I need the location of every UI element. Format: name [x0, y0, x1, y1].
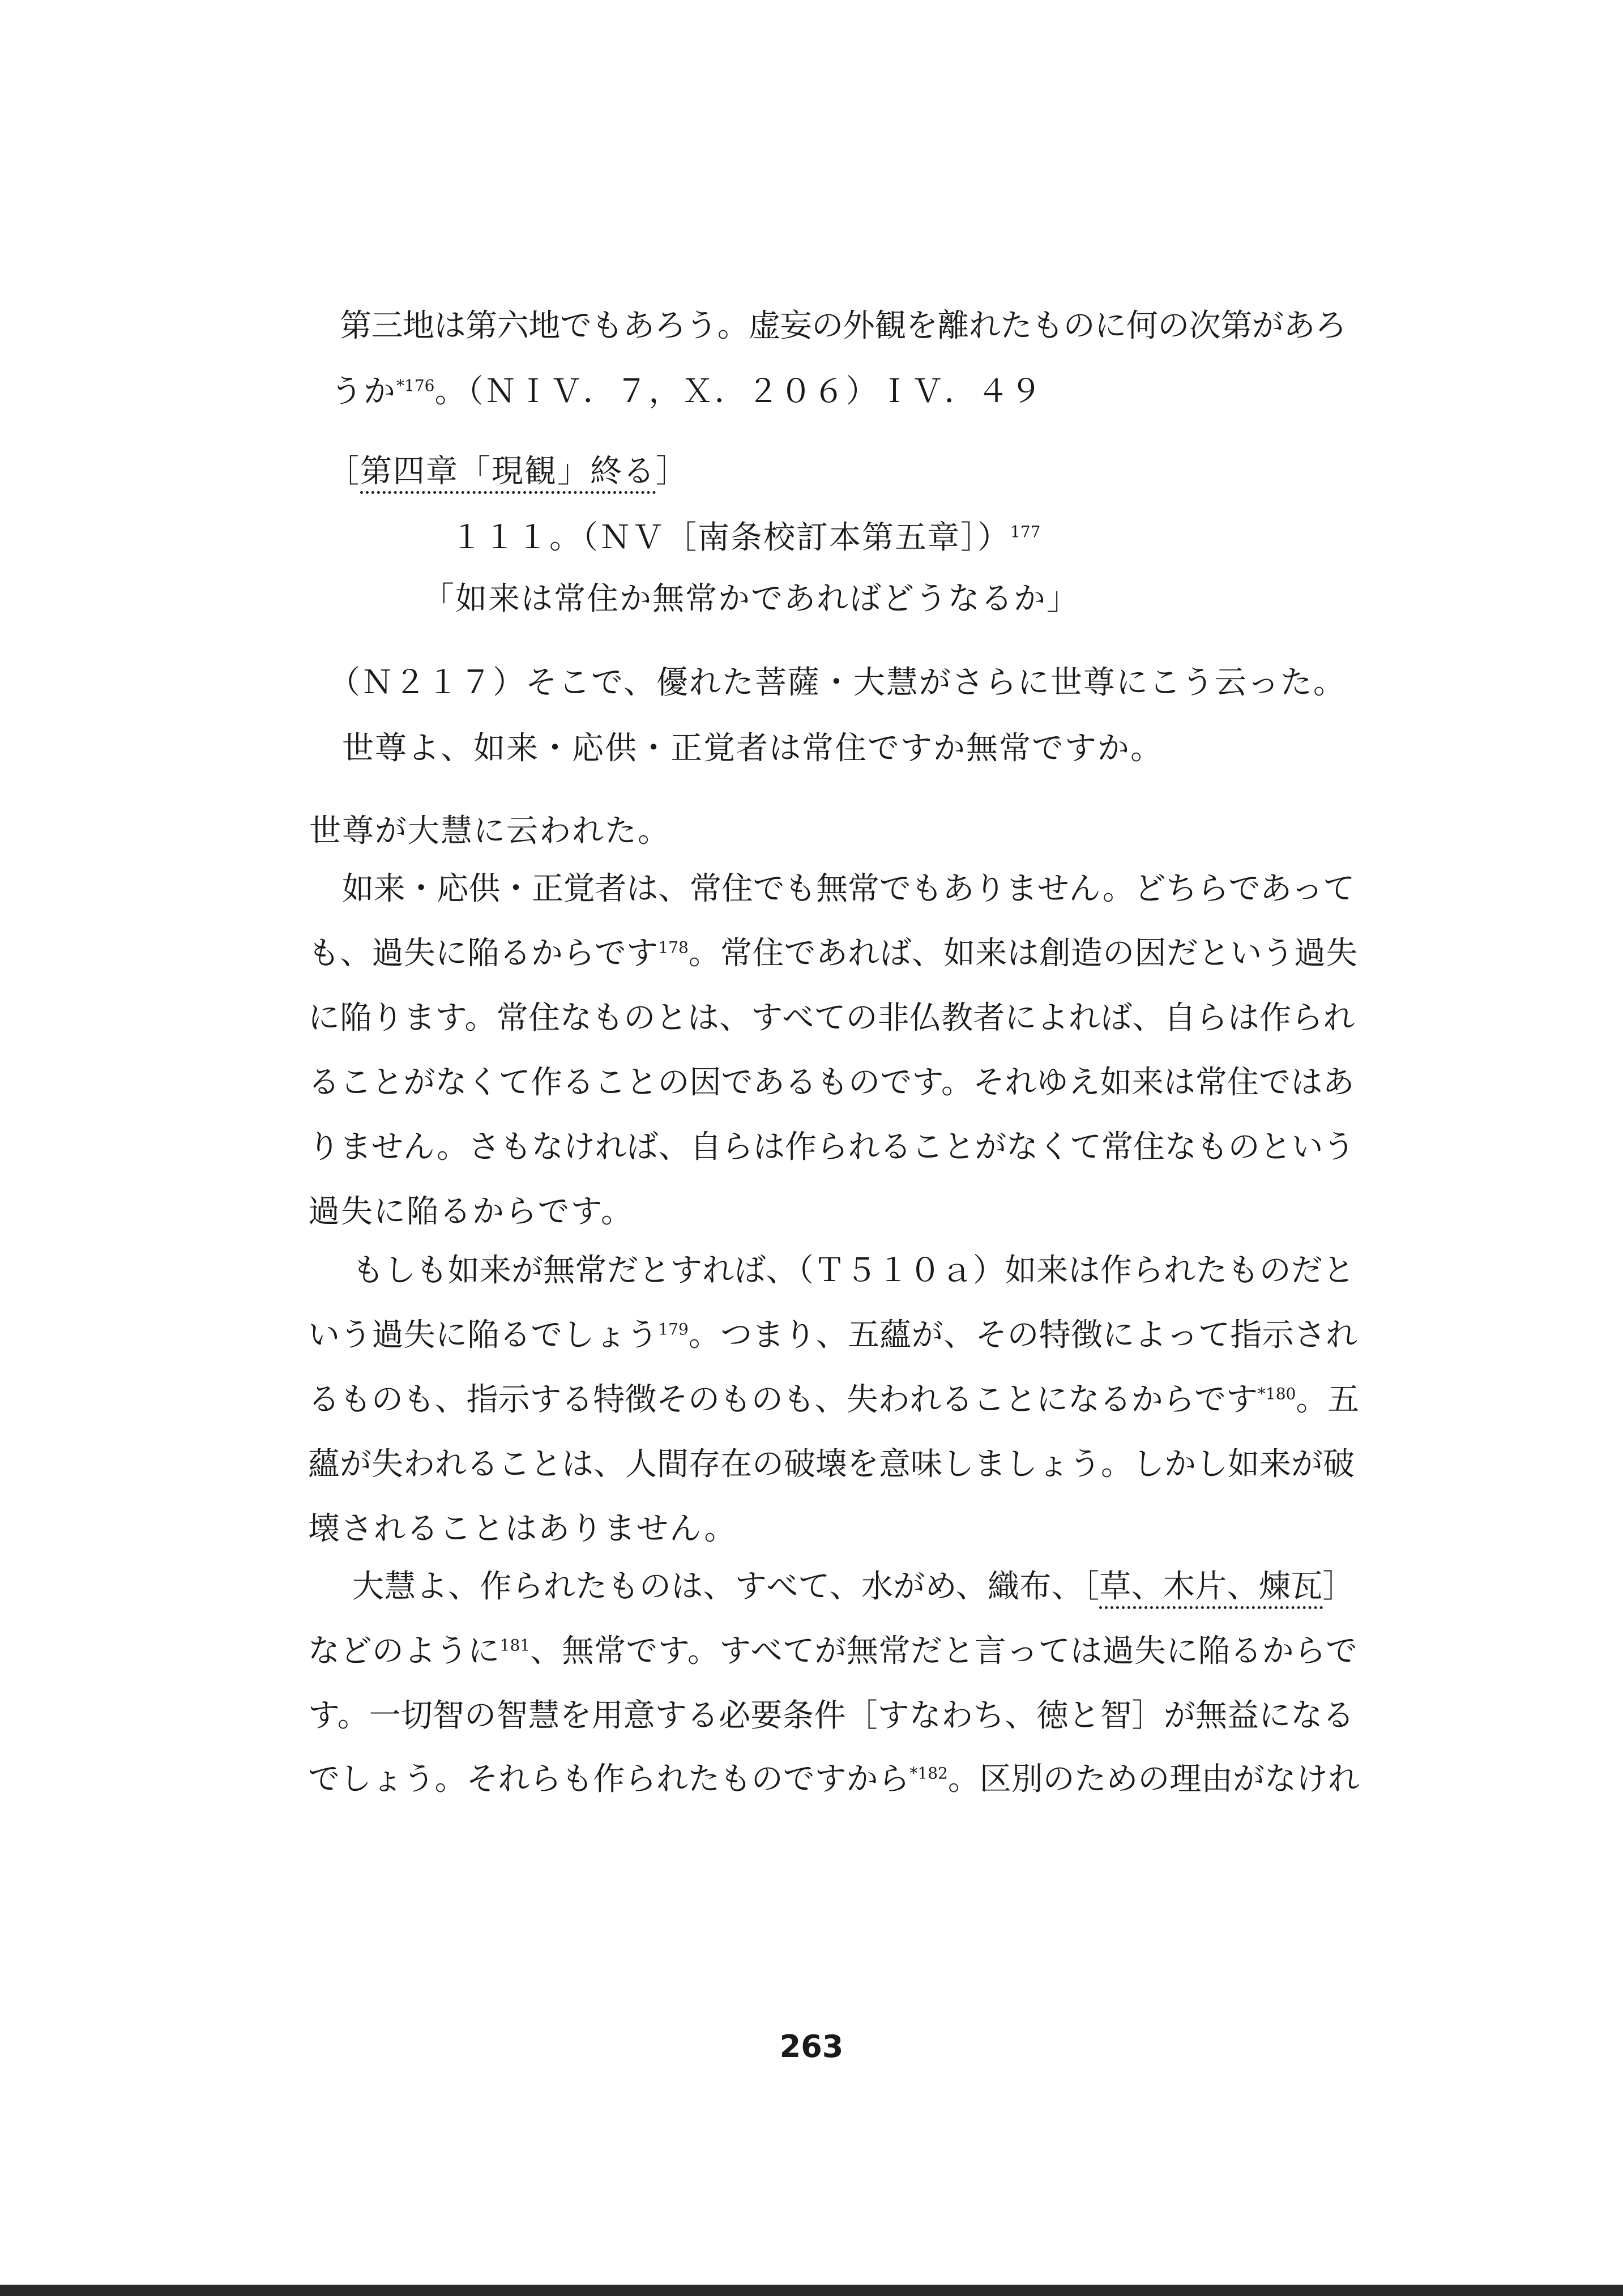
text-line [308, 1129, 1355, 1166]
text-line [340, 310, 1347, 342]
bottom-rule [0, 2285, 1623, 2296]
text-line [328, 664, 1346, 701]
text-line [342, 730, 1163, 767]
text-line [308, 1002, 1355, 1034]
text-segment: （Ｎ２１７）そこで、優れた菩薩・大慧がさらに世尊にこう云った。 [328, 664, 1346, 701]
text-line [308, 935, 1358, 972]
text-segment: 大慧よ、作られたものは、すべて、水がめ、織布、［ [352, 1568, 1100, 1605]
text-segment: 「如来は常住か無常かであればどうなるか」 [422, 581, 1079, 617]
footnote-ref: 177 [1010, 522, 1041, 541]
text-segment: 、無常です。すべてが無常だと言っては過失に陥るからで [530, 1633, 1358, 1670]
text-segment: 過失に陥るからです。 [308, 1193, 634, 1230]
text-segment: 。五 [1296, 1381, 1360, 1418]
text-segment: もしも如来が無常だとすれば、（Ｔ５１０ａ）如来は作られたものだと [352, 1252, 1355, 1289]
footnote-ref: *182 [909, 1764, 948, 1783]
text-line [327, 453, 689, 490]
text-segment: 蘊が失われることは、人間存在の破壊を意味しましょう。しかし如来が破 [308, 1446, 1355, 1483]
text-line [308, 1633, 1358, 1670]
text-segment: りません。さもなければ、自らは作られることがなくて常住なものという [308, 1129, 1355, 1166]
text-line [309, 813, 670, 850]
text-segment: 第三地は第六地でもあろう。虚妄の外観を離れたものに何の次第があろ [340, 308, 1347, 344]
text-segment: 世尊よ、如来・応供・正覚者は常住ですか無常ですか。 [342, 730, 1163, 767]
text-line [451, 519, 1041, 556]
text-segment: 。（ＮＩＶ．７，Ｘ．２０６）ＩＶ．４９ [434, 373, 1043, 410]
text-line [308, 1193, 634, 1230]
text-segment: ることがなくて作ることの因であるものです。それゆえ如来は常住ではあ [308, 1064, 1355, 1101]
text-line [422, 583, 1079, 615]
footnote-ref: *180 [1257, 1384, 1296, 1403]
text-segment: す。一切智の智慧を用意する必要条件［すなわち、徳と智］が無益になる [308, 1697, 1355, 1734]
text-line [308, 1510, 737, 1547]
text-segment: 。つまり、五蘊が、その特徴によって指示され [688, 1317, 1358, 1354]
text-segment: るものも、指示する特徴そのものも、失われることになるからです [308, 1381, 1258, 1418]
text-segment: ［ [327, 453, 360, 490]
footnote-ref: 179 [658, 1320, 689, 1339]
text-segment: １１１。（ＮＶ［南条校訂本第五章］） [451, 519, 1010, 556]
text-segment: 世尊が大慧に云われた。 [309, 813, 670, 850]
text-line [308, 1317, 1358, 1354]
text-segment: も、過失に陥るからです [308, 935, 659, 972]
text-segment: 壊されることはありません。 [308, 1510, 737, 1547]
text-segment: ］ [656, 453, 689, 490]
text-line [342, 870, 1355, 907]
text-segment: 如来・応供・正覚者は、常住でも無常でもありません。どちらであって [342, 870, 1355, 907]
text-line [308, 1446, 1355, 1483]
text-segment: などのように [308, 1633, 500, 1670]
text-segment: に陥ります。常住なものとは、すべての非仏教者によれば、自らは作られ [308, 1000, 1355, 1036]
page-number: 263 [779, 2029, 844, 2064]
text-segment: でしょう。それらも作られたものですから [308, 1761, 910, 1798]
footnote-ref: *176 [396, 376, 435, 395]
text-line [331, 373, 1043, 410]
text-line [352, 1252, 1355, 1289]
text-segment: 。常住であれば、如来は創造の因だという過失 [688, 935, 1358, 972]
text-segment: いう過失に陥るでしょう [308, 1317, 659, 1354]
text-line [308, 1381, 1360, 1418]
footnote-ref: 181 [499, 1636, 531, 1655]
dotted-emphasis: 草、木片、煉瓦 [1099, 1568, 1322, 1609]
footnote-ref: 178 [658, 938, 689, 957]
text-segment: 。区別のための理由がなけれ [947, 1761, 1360, 1798]
text-line [308, 1761, 1360, 1798]
text-line [352, 1568, 1355, 1605]
dotted-emphasis: 第四章「現観」終る [360, 453, 656, 494]
text-segment: ］ [1322, 1568, 1355, 1605]
text-line [308, 1697, 1355, 1734]
text-line [308, 1064, 1355, 1101]
text-segment: うか [331, 373, 396, 410]
